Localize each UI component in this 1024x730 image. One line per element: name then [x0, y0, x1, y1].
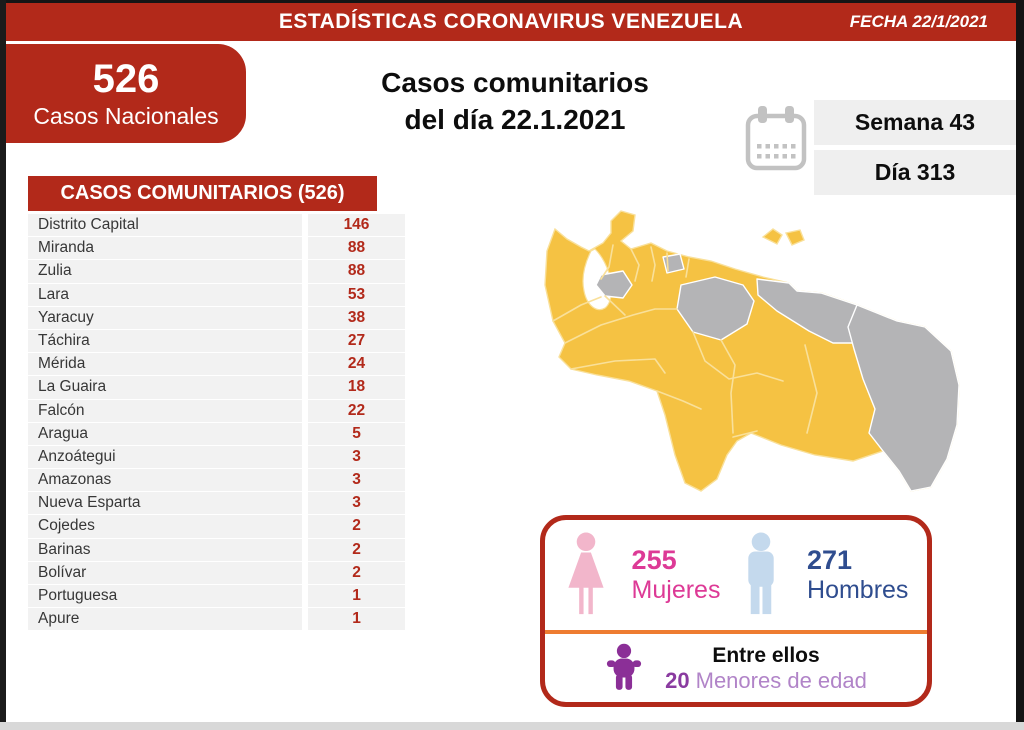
- day-badge: [814, 150, 1016, 195]
- table-row: [28, 330, 405, 352]
- men-stat: [739, 532, 908, 618]
- state-value-cell: 3: [308, 492, 405, 514]
- state-name-cell: Lara: [28, 284, 302, 306]
- female-icon: [564, 532, 608, 618]
- state-name-cell: Táchira: [28, 330, 302, 352]
- cases-table-header: [28, 176, 377, 211]
- table-row: [28, 307, 405, 329]
- state-value-cell: 18: [308, 376, 405, 398]
- day-label: Día 313: [874, 159, 956, 185]
- women-label: Mujeres: [631, 576, 721, 604]
- header-title: ESTADÍSTICAS CORONAVIRUS VENEZUELA: [278, 10, 744, 33]
- state-value-cell: 2: [308, 562, 405, 584]
- national-cases-value: 526: [92, 56, 160, 101]
- table-row: [28, 492, 405, 514]
- state-value-cell: 53: [308, 284, 405, 306]
- state-value-cell: 2: [308, 515, 405, 537]
- screenshot-frame-right: [1016, 0, 1024, 722]
- men-label: Hombres: [807, 576, 909, 604]
- demographics-box: [540, 515, 932, 707]
- state-name-cell: Apure: [28, 608, 302, 630]
- table-row: [28, 608, 405, 630]
- women-stat: [564, 532, 721, 618]
- table-row: [28, 423, 405, 445]
- page-title-line2: del día 22.1.2021: [404, 104, 626, 135]
- child-icon: [605, 643, 643, 693]
- men-value: 271: [807, 545, 853, 575]
- minors-label: Menores de edad: [695, 668, 867, 693]
- map-gray-northcentral-state: [663, 254, 684, 273]
- table-row: [28, 284, 405, 306]
- state-name-cell: Zulia: [28, 260, 302, 282]
- state-value-cell: 88: [308, 260, 405, 282]
- state-name-cell: Aragua: [28, 423, 302, 445]
- minors-line: [665, 668, 867, 693]
- venezuela-map: [505, 193, 1005, 528]
- page-title-line1: Casos comunitarios: [381, 67, 649, 98]
- state-name-cell: Mérida: [28, 353, 302, 375]
- table-row: [28, 214, 405, 236]
- state-name-cell: Amazonas: [28, 469, 302, 491]
- national-cases-label: Casos Nacionales: [33, 102, 219, 129]
- table-row: [28, 446, 405, 468]
- table-row: [28, 539, 405, 561]
- table-row: [28, 237, 405, 259]
- table-row: [28, 585, 405, 607]
- cases-table-rows: [28, 214, 405, 630]
- state-name-cell: Bolívar: [28, 562, 302, 584]
- state-name-cell: Portuguesa: [28, 585, 302, 607]
- page-title: [290, 64, 740, 138]
- header-date: FECHA 22/1/2021: [849, 12, 988, 31]
- table-row: [28, 260, 405, 282]
- state-value-cell: 3: [308, 469, 405, 491]
- state-name-cell: Cojedes: [28, 515, 302, 537]
- table-row: [28, 469, 405, 491]
- table-row: [28, 376, 405, 398]
- gender-section: [545, 520, 927, 630]
- calendar-icon: [744, 104, 808, 176]
- state-name-cell: La Guaira: [28, 376, 302, 398]
- state-value-cell: 1: [308, 608, 405, 630]
- state-value-cell: 3: [308, 446, 405, 468]
- state-name-cell: Barinas: [28, 539, 302, 561]
- state-value-cell: 5: [308, 423, 405, 445]
- cases-table-title: CASOS COMUNITARIOS (526): [60, 182, 345, 204]
- state-value-cell: 2: [308, 539, 405, 561]
- male-icon: [739, 532, 783, 618]
- minors-intro: Entre ellos: [712, 644, 820, 667]
- state-value-cell: 22: [308, 400, 405, 422]
- women-value: 255: [631, 545, 677, 575]
- state-name-cell: Nueva Esparta: [28, 492, 302, 514]
- table-row: [28, 353, 405, 375]
- table-row: [28, 515, 405, 537]
- table-row: [28, 562, 405, 584]
- state-name-cell: Yaracuy: [28, 307, 302, 329]
- state-name-cell: Falcón: [28, 400, 302, 422]
- table-row: [28, 400, 405, 422]
- state-name-cell: Miranda: [28, 237, 302, 259]
- minors-value: 20: [665, 668, 690, 693]
- state-value-cell: 88: [308, 237, 405, 259]
- week-badge: [814, 100, 1016, 145]
- week-label: Semana 43: [854, 109, 976, 135]
- screenshot-frame-bottom: [0, 722, 1024, 730]
- state-value-cell: 38: [308, 307, 405, 329]
- state-value-cell: 24: [308, 353, 405, 375]
- national-cases-box: [6, 44, 246, 143]
- header-bar: [6, 3, 1016, 41]
- state-value-cell: 146: [308, 214, 405, 236]
- minors-section: [545, 634, 927, 702]
- state-name-cell: Anzoátegui: [28, 446, 302, 468]
- state-name-cell: Distrito Capital: [28, 214, 302, 236]
- state-value-cell: 1: [308, 585, 405, 607]
- state-value-cell: 27: [308, 330, 405, 352]
